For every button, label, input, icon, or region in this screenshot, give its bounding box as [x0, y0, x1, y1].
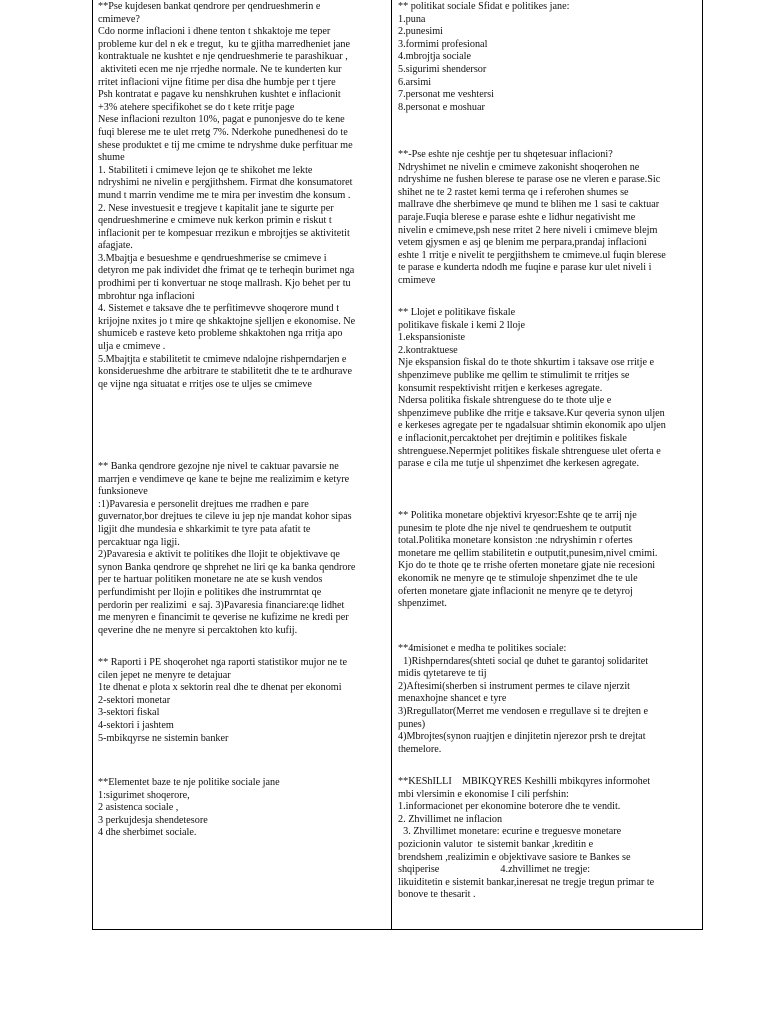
text-line: bonove te thesarit . [398, 889, 476, 901]
text-line: total.Politika monetare konsiston :ne ndryshimin r ofertes [398, 535, 633, 547]
text-line: per te hartuar politiken monetare ne ate se kush vendos [98, 574, 323, 586]
text-line: **KEShILLI MBIKQYRES Keshilli mbikqyres informohet [398, 776, 651, 787]
text-line: percaktuar nga ligji. [98, 536, 180, 548]
text-line: krijojne nxites jo t mire qe shkaktojne sjelljen e ekonomise. Ne [98, 315, 356, 327]
text-line: :1)Pavaresia e personelit drejtues me rradhen e pare [98, 498, 309, 510]
text-line: konsiderueshme dhe arbitrare te stabilitetit dhe te te ardhurave [98, 366, 353, 378]
text-line: **Elementet baze te nje politike sociale jane [98, 777, 280, 788]
text-line: ligjit dhe mundesia e shkarkimit te tyre pata afatit te [98, 523, 311, 535]
text-line: guvernator,bor drejtues te cileve iu jep nje mandat kohor sipas [98, 511, 352, 523]
text-line: 2. Nese investuesit e tregjeve t kapitalit jane te sigurte per [98, 202, 334, 214]
text-line: ndryshime ne fushen blerese te parase ose ne vleren e parase.Sic [398, 174, 661, 186]
text-line: 4 dhe sherbimet sociale. [98, 827, 197, 839]
left-section-2 [98, 461, 385, 637]
text-line: mbrohtur nga inflacioni [98, 290, 195, 302]
text-line: rritet inflacioni vijne fitime per disa dhe humbje per t tjere [98, 76, 336, 88]
text-line: shpenzimeve publike me qellim te stimulimit te rritjes se [398, 369, 630, 381]
text-line: 3 perkujdesja shendetesore [98, 814, 208, 826]
text-line: funksioneve [98, 486, 148, 498]
text-line: 4)Mbrojtes(synon ruajtjen e dinjitetin njerezor prsh te drejtat [398, 731, 646, 743]
text-line: 1)Rishperndares(shteti social qe duhet te garantoj solidaritet [398, 655, 649, 667]
text-line: marrjen e vendimeve qe kane te bejne me realizimim e ketyre [98, 473, 350, 485]
column-divider [391, 0, 392, 929]
text-line: themelore. [398, 743, 442, 755]
text-line: qe vijne nga situatat e rritjes ose te uljes se cmimeve [98, 378, 312, 390]
text-line: shpenzimet. [398, 598, 447, 610]
text-line: ekonomik ne menyre qe te stimuloje shpenzimet dhe te ule [398, 572, 638, 584]
text-line: fuqi blerese me te ulet rretg 7%. Nderkohe punedhenesi do te [98, 126, 348, 138]
text-line: 1. Stabiliteti i cmimeve lejon qe te shikohet me lekte [98, 164, 313, 176]
text-line: 3-sektori fiskal [98, 707, 160, 719]
text-line: 5-mbikqyrse ne sistemin banker [98, 732, 229, 744]
text-line: Cdo norme inflacioni i dhene tenton t shkaktoje me teper [98, 26, 331, 38]
text-line: prodhimi per ti konvertuar ne stoqe mallrash. Kjo behet per tu [98, 278, 351, 290]
text-line: shtrenguese.Nepermjet politikes fiskale shtrenguese ulet oferta e [398, 445, 661, 457]
text-line: cilen jepet ne menyre te detajuar [98, 669, 231, 681]
text-line: afagjate. [98, 240, 133, 252]
text-line: e inflacionit,percaktohet per drejtimin e politikes fiskale [398, 432, 627, 444]
text-line: mund t marrin vendime me te mira per investim dhe konsum . [98, 189, 351, 201]
text-line: eshte 1 rritje e nivelit te pergjithshem te cmimeve.ul fuqin blerese [398, 249, 666, 261]
text-line: 2)Aftesimi(sherben si instrument permes te cilave njerzit [398, 680, 630, 692]
text-line: Nje ekspansion fiskal do te thote shkurtim i taksave ose rritje e [398, 357, 655, 369]
text-line: inflacionit per te kompesuar rrezikun e mbrojtjes se aktivitetit [98, 227, 350, 239]
text-line: synon Banka qendrore qe shprehet ne liri qe ka banka qendrore [98, 561, 356, 573]
right-section-5 [398, 643, 698, 756]
text-line: 4.mbrojtja sociale [398, 51, 471, 63]
text-line: 5.sigurimi shendersor [398, 63, 487, 75]
right-section-3 [398, 307, 698, 471]
text-line: 1.puna [398, 13, 426, 25]
text-line: me menyren e financimit te qeverise ne kufizime ne kredi per [98, 612, 349, 624]
text-line: cmimeve [398, 274, 436, 286]
two-column-table [92, 0, 703, 930]
text-line: shqiperise 4.zhvillimet ne tregje: [398, 864, 591, 876]
text-line: Ndryshimet ne nivelin e cmimeve zakonisht shoqerohen ne [398, 161, 640, 173]
text-line: 3.formimi profesional [398, 38, 488, 50]
text-line: 2 asistenca sociale , [98, 802, 179, 814]
text-line: 3. Zhvillimet monetare: ecurine e treguesve monetare [398, 826, 622, 838]
text-line: qeverine dhe ne menyre si percaktohen kto kufij. [98, 624, 298, 636]
right-section-6 [398, 776, 698, 902]
text-line: 4. Sistemet e taksave dhe te perfitimevve shoqerore mund t [98, 303, 340, 315]
text-line: Ndersa politika fiskale shtrenguese do te thote ulje e [398, 395, 612, 407]
text-line: 2.punesimi [398, 26, 443, 38]
text-line: 7.personat me veshtersi [398, 89, 494, 101]
text-line: **Pse kujdesen bankat qendrore per qendrueshmerin e [98, 1, 321, 12]
text-line: qendrueshmerine e cmimeve nuk kerkon primin e riskut t [98, 215, 332, 227]
text-line: 2.kontraktuese [398, 344, 458, 356]
text-line: aktiviteti ecen me nje rrjedhe normale. Ne te kunderten kur [98, 63, 342, 75]
text-line: 3)Rregullator(Merret me vendosen e rregullave si te drejten e [398, 705, 649, 717]
text-line: parase e cila me tutje ul shpenzimet dhe kerkesen agregate. [398, 458, 639, 470]
text-line: shumiceb e rasteve keto probleme shkaktohen nga rritja apo [98, 328, 343, 340]
text-line: mbi vlersimin e ekonomise I cili perfshin: [398, 788, 569, 800]
text-line: shpenzimeve publike dhe rritje e taksave.Kur qeveria synon uljen [398, 407, 665, 419]
text-line: ** Politika monetare objektivi kryesor:Eshte qe te arrij nje [398, 510, 637, 521]
text-line: paraje.Fuqia blerese e parase eshte e lidhur negativisht me [398, 211, 636, 223]
text-line: kontraktuale ne kushtet e nje qendrueshmerie te parashikuar , [98, 51, 348, 63]
text-line: ndryshimi ne nivelin e pergjithshem. Firmat dhe konsumatoret [98, 177, 353, 189]
text-line: cmimeve? [98, 13, 140, 25]
text-line: ** politikat sociale Sfidat e politikes jane: [398, 1, 570, 12]
text-line: 2-sektori monetar [98, 694, 171, 706]
text-line: e kerkeses agregate per te ngadalsuar shtimin ekonomik apo uljen [398, 420, 666, 432]
text-line: politikave fiskale i kemi 2 lloje [398, 319, 526, 331]
right-section-1 [398, 1, 698, 114]
text-line: menaxhojne shancet e tyre [398, 693, 507, 705]
left-section-3 [98, 657, 385, 745]
text-line: 1:sigurimet shoqerore, [98, 789, 190, 801]
text-line: midis qytetareve te tij [398, 668, 487, 680]
text-line: ** Llojet e politikave fiskale [398, 307, 516, 318]
text-line: +3% atehere specifikohet se do t kete rritje page [98, 101, 295, 113]
right-section-2 [398, 149, 698, 288]
text-line: likuiditetin e sistemit bankar,ineresat ne tregje tregun primar te [398, 876, 655, 888]
text-line: Psh kontratat e pagave ku nenshkruhen kushtet e inflacionit [98, 89, 341, 101]
text-line: 6.arsimi [398, 76, 432, 88]
text-line: detyron me pak individet dhe frimat qe te terheqin burimet nga [98, 265, 355, 277]
text-line: punes) [398, 718, 426, 730]
text-line: 1.ekspansioniste [398, 332, 466, 344]
text-line: shume [98, 152, 125, 164]
text-line: **4misionet e medha te politikes sociale: [398, 643, 567, 654]
text-line: mallrave dhe sherbimeve qe mund te blihen me 1 sasi te caktuar [398, 199, 660, 211]
text-line: probleme kur del n ek e tregut, ku te gjitha marredheniet jane [98, 38, 351, 50]
text-line: 4-sektori i jashtem [98, 719, 174, 731]
text-line: te parase e kunderta ndodh me fuqine e parase kur ulet niveli i [398, 262, 652, 274]
text-line: **-Pse eshte nje ceshtje per tu shqetesuar inflacioni? [398, 149, 613, 160]
text-line: perdorin per realizimi e saj. 3)Pavaresia financiare:qe lidhet [98, 599, 345, 611]
text-line: punesim te plote dhe nje nivel te qendrueshem te outputit [398, 522, 632, 534]
text-line: 8.personat e moshuar [398, 101, 485, 113]
text-line: 5.Mbajtjta e stabilitetit te cmimeve ndalojne rishperndarjen e [98, 353, 347, 365]
text-line: 1te dhenat e plota x sektorin real dhe te dhenat per ekonomi [98, 682, 342, 694]
text-line: perfundimisht per llojin e politikes dhe instrumrntat qe [98, 586, 322, 598]
left-section-1 [98, 1, 385, 391]
text-line: monetare me qellim stabilitetin e outputit,punesim,nivel cmimi. [398, 547, 658, 559]
text-line: shihet ne te 2 rastet kemi terma qe i referohen shumes se [398, 186, 629, 198]
text-line: ** Banka qendrore gezojne nje nivel te caktuar pavarsie ne [98, 461, 339, 472]
text-line: 2. Zhvillimet ne inflacion [398, 813, 503, 825]
text-line: 3.Mbajtja e besueshme e qendrueshmerise se cmimeve i [98, 252, 327, 264]
text-line: vetem gjysmen e asj qe blenim me perpara,prandaj inflacioni [398, 237, 647, 249]
text-line: 2)Pavaresia e aktivit te politikes dhe llojit te objektivave qe [98, 549, 340, 561]
text-line: konsumit respektivisht rritjen e kerkeses agregate. [398, 382, 603, 394]
text-line: ** Raporti i PE shoqerohet nga raporti statistikor mujor ne te [98, 657, 347, 668]
text-line: 1.informacionet per ekonomine boterore dhe te vendit. [398, 801, 621, 813]
left-section-4 [98, 777, 385, 840]
text-line: Kjo do te thote qe te rrishe oferten monetare gjate nie recesioni [398, 560, 656, 572]
right-section-4 [398, 510, 698, 611]
text-line: Nese inflacioni rezulton 10%, pagat e punonjesve do te kene [98, 114, 345, 126]
text-line: nivelin e cmimeve,psh nese rritet 2 here niveli i cmimeve blejm [398, 224, 658, 236]
text-line: pozicionin valutor te sistemit bankar ,kreditin e [398, 838, 594, 850]
text-line: oferten monetare gjate inflacionit ne menyre qe te detyroj [398, 585, 633, 597]
text-line: shese produktet e tij me cmime te ndryshme duke perfituar me [98, 139, 353, 151]
text-line: brendshem ,realizimin e objektivave sasiore te Bankes se [398, 851, 631, 863]
text-line: ulja e cmimeve . [98, 341, 166, 353]
